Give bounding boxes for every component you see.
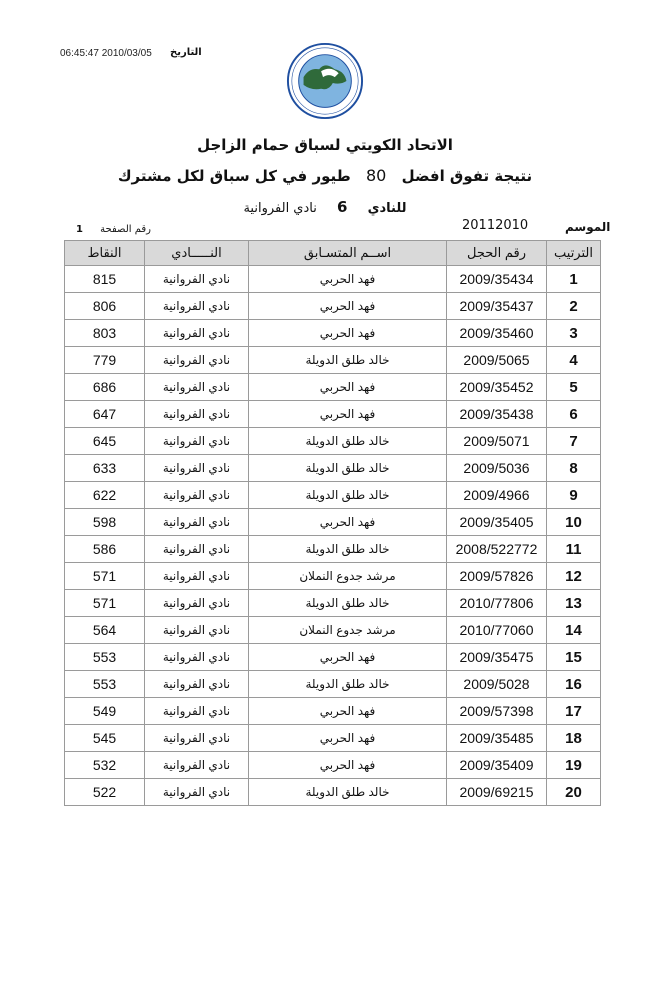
cell-ring: 2008/522772 bbox=[447, 536, 547, 563]
cell-name: فهد الحربي bbox=[249, 320, 447, 347]
cell-points: 633 bbox=[65, 455, 145, 482]
cell-ring: 2009/5036 bbox=[447, 455, 547, 482]
cell-points: 571 bbox=[65, 590, 145, 617]
col-header-rank: الترتيب bbox=[547, 241, 601, 266]
cell-club: نادي الفروانية bbox=[145, 590, 249, 617]
cell-rank: 3 bbox=[547, 320, 601, 347]
table-row bbox=[65, 401, 601, 428]
cell-rank: 6 bbox=[547, 401, 601, 428]
cell-name: خالد طلق الدويلة bbox=[249, 779, 447, 806]
table-row bbox=[65, 320, 601, 347]
cell-ring: 2009/5071 bbox=[447, 428, 547, 455]
cell-rank: 18 bbox=[547, 725, 601, 752]
cell-name: خالد طلق الدويلة bbox=[249, 428, 447, 455]
cell-name: فهد الحربي bbox=[249, 266, 447, 293]
cell-points: 549 bbox=[65, 698, 145, 725]
cell-ring: 2009/35405 bbox=[447, 509, 547, 536]
cell-club: نادي الفروانية bbox=[145, 698, 249, 725]
results-table bbox=[64, 240, 601, 806]
table-row bbox=[65, 293, 601, 320]
col-header-ring: رقم الحجل bbox=[447, 241, 547, 266]
cell-ring: 2009/35438 bbox=[447, 401, 547, 428]
cell-club: نادي الفروانية bbox=[145, 509, 249, 536]
cell-points: 647 bbox=[65, 401, 145, 428]
cell-club: نادي الفروانية bbox=[145, 725, 249, 752]
cell-name: فهد الحربي bbox=[249, 509, 447, 536]
cell-rank: 4 bbox=[547, 347, 601, 374]
report-subtitle bbox=[0, 166, 650, 185]
col-header-name: اســم المتسـابق bbox=[249, 241, 447, 266]
cell-rank: 16 bbox=[547, 671, 601, 698]
cell-rank: 7 bbox=[547, 428, 601, 455]
season-value: 20112010 bbox=[462, 218, 529, 233]
club-number: 6 bbox=[337, 198, 348, 216]
table-row bbox=[65, 536, 601, 563]
cell-name: خالد طلق الدويلة bbox=[249, 455, 447, 482]
cell-club: نادي الفروانية bbox=[145, 401, 249, 428]
cell-rank: 12 bbox=[547, 563, 601, 590]
federation-title: الاتحاد الكويتي لسباق حمام الزاجل bbox=[197, 136, 453, 154]
cell-club: نادي الفروانية bbox=[145, 428, 249, 455]
cell-name: خالد طلق الدويلة bbox=[249, 347, 447, 374]
cell-ring: 2009/5028 bbox=[447, 671, 547, 698]
cell-ring: 2009/57826 bbox=[447, 563, 547, 590]
cell-name: فهد الحربي bbox=[249, 293, 447, 320]
table-header-row bbox=[65, 241, 601, 266]
table-row bbox=[65, 509, 601, 536]
table-row bbox=[65, 563, 601, 590]
club-line bbox=[0, 198, 650, 216]
cell-points: 532 bbox=[65, 752, 145, 779]
cell-rank: 1 bbox=[547, 266, 601, 293]
page-label: رقم الصفحة bbox=[100, 224, 151, 235]
cell-club: نادي الفروانية bbox=[145, 779, 249, 806]
cell-ring: 2009/57398 bbox=[447, 698, 547, 725]
cell-points: 645 bbox=[65, 428, 145, 455]
cell-rank: 14 bbox=[547, 617, 601, 644]
cell-club: نادي الفروانية bbox=[145, 320, 249, 347]
club-name: نادي الفروانية bbox=[243, 201, 317, 216]
cell-name: خالد طلق الدويلة bbox=[249, 590, 447, 617]
cell-ring: 2009/4966 bbox=[447, 482, 547, 509]
cell-points: 622 bbox=[65, 482, 145, 509]
cell-club: نادي الفروانية bbox=[145, 266, 249, 293]
federation-logo-icon bbox=[286, 42, 364, 120]
cell-name: خالد طلق الدويلة bbox=[249, 482, 447, 509]
cell-ring: 2009/35437 bbox=[447, 293, 547, 320]
cell-name: فهد الحربي bbox=[249, 401, 447, 428]
cell-name: مرشد جدوع النملان bbox=[249, 617, 447, 644]
cell-rank: 9 bbox=[547, 482, 601, 509]
cell-points: 686 bbox=[65, 374, 145, 401]
cell-ring: 2009/35460 bbox=[447, 320, 547, 347]
cell-club: نادي الفروانية bbox=[145, 617, 249, 644]
subtitle-count: 80 bbox=[365, 166, 387, 185]
cell-club: نادي الفروانية bbox=[145, 455, 249, 482]
table-row bbox=[65, 752, 601, 779]
cell-club: نادي الفروانية bbox=[145, 563, 249, 590]
cell-name: فهد الحربي bbox=[249, 752, 447, 779]
subtitle-suffix: طيور في كل سباق لكل مشترك bbox=[117, 167, 351, 185]
table-row bbox=[65, 725, 601, 752]
cell-points: 545 bbox=[65, 725, 145, 752]
table-row bbox=[65, 671, 601, 698]
cell-club: نادي الفروانية bbox=[145, 671, 249, 698]
datetime-value: 06:45:47 2010/03/05 bbox=[60, 48, 152, 59]
cell-rank: 19 bbox=[547, 752, 601, 779]
cell-points: 571 bbox=[65, 563, 145, 590]
cell-ring: 2009/35475 bbox=[447, 644, 547, 671]
cell-points: 779 bbox=[65, 347, 145, 374]
cell-ring: 2009/69215 bbox=[447, 779, 547, 806]
cell-rank: 5 bbox=[547, 374, 601, 401]
club-label: للنادي bbox=[367, 201, 407, 216]
cell-points: 564 bbox=[65, 617, 145, 644]
table-row bbox=[65, 455, 601, 482]
subtitle-prefix: نتيجة تفوق افضل bbox=[401, 167, 533, 185]
cell-name: فهد الحربي bbox=[249, 698, 447, 725]
cell-rank: 10 bbox=[547, 509, 601, 536]
cell-points: 553 bbox=[65, 671, 145, 698]
table-row bbox=[65, 779, 601, 806]
table-row bbox=[65, 698, 601, 725]
cell-rank: 15 bbox=[547, 644, 601, 671]
cell-rank: 20 bbox=[547, 779, 601, 806]
cell-name: خالد طلق الدويلة bbox=[249, 536, 447, 563]
cell-points: 803 bbox=[65, 320, 145, 347]
cell-points: 553 bbox=[65, 644, 145, 671]
cell-club: نادي الفروانية bbox=[145, 482, 249, 509]
cell-points: 586 bbox=[65, 536, 145, 563]
cell-name: فهد الحربي bbox=[249, 644, 447, 671]
cell-rank: 2 bbox=[547, 293, 601, 320]
cell-name: خالد طلق الدويلة bbox=[249, 671, 447, 698]
table-row bbox=[65, 482, 601, 509]
table-body bbox=[65, 266, 601, 806]
cell-rank: 11 bbox=[547, 536, 601, 563]
cell-ring: 2009/35409 bbox=[447, 752, 547, 779]
cell-rank: 17 bbox=[547, 698, 601, 725]
cell-name: فهد الحربي bbox=[249, 725, 447, 752]
cell-points: 522 bbox=[65, 779, 145, 806]
season-label: الموسم bbox=[565, 220, 611, 234]
cell-ring: 2009/35434 bbox=[447, 266, 547, 293]
cell-club: نادي الفروانية bbox=[145, 536, 249, 563]
cell-club: نادي الفروانية bbox=[145, 644, 249, 671]
table-row bbox=[65, 617, 601, 644]
page-number: 1 bbox=[76, 224, 83, 235]
page-number-line bbox=[76, 224, 151, 235]
cell-name: فهد الحربي bbox=[249, 374, 447, 401]
cell-ring: 2009/35452 bbox=[447, 374, 547, 401]
table-row bbox=[65, 428, 601, 455]
cell-ring: 2010/77060 bbox=[447, 617, 547, 644]
date-label: التاريخ bbox=[170, 47, 202, 58]
table-row bbox=[65, 347, 601, 374]
table-row bbox=[65, 590, 601, 617]
cell-points: 815 bbox=[65, 266, 145, 293]
cell-rank: 8 bbox=[547, 455, 601, 482]
cell-rank: 13 bbox=[547, 590, 601, 617]
cell-ring: 2010/77806 bbox=[447, 590, 547, 617]
cell-club: نادي الفروانية bbox=[145, 752, 249, 779]
cell-club: نادي الفروانية bbox=[145, 347, 249, 374]
table-row bbox=[65, 374, 601, 401]
cell-ring: 2009/35485 bbox=[447, 725, 547, 752]
cell-club: نادي الفروانية bbox=[145, 374, 249, 401]
cell-points: 598 bbox=[65, 509, 145, 536]
cell-points: 806 bbox=[65, 293, 145, 320]
cell-club: نادي الفروانية bbox=[145, 293, 249, 320]
table-row bbox=[65, 266, 601, 293]
col-header-points: النقاط bbox=[65, 241, 145, 266]
col-header-club: النـــــادي bbox=[145, 241, 249, 266]
cell-name: مرشد جدوع النملان bbox=[249, 563, 447, 590]
cell-ring: 2009/5065 bbox=[447, 347, 547, 374]
table-row bbox=[65, 644, 601, 671]
